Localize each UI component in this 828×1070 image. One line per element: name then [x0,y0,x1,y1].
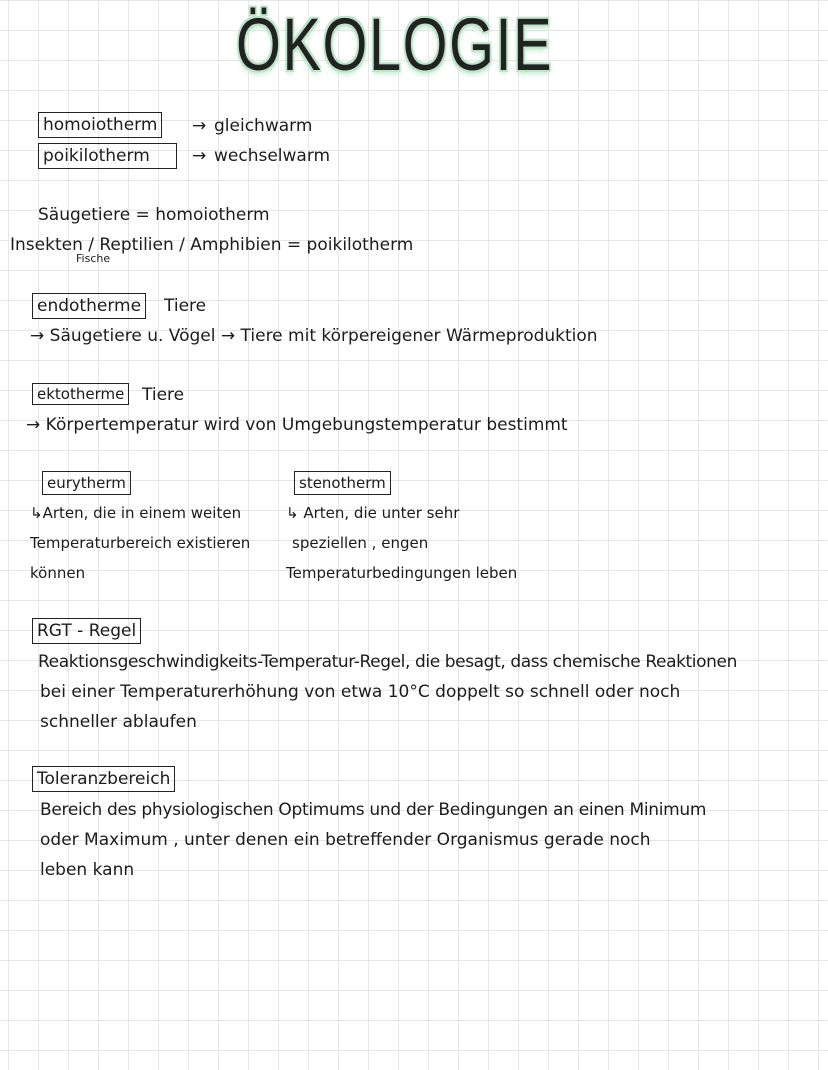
term-eurytherm: eurytherm [42,471,131,495]
ektotherme-description: → Körpertemperatur wird von Umgebungstemperatur bestimmt [26,415,568,435]
example-note: Fische [76,252,111,265]
term-poikilotherm: poikilotherm [38,143,177,169]
rgt-line-3: schneller ablaufen [40,712,197,732]
eurytherm-line-3: können [30,564,86,582]
eurytherm-line-2: Temperaturbereich existieren [30,534,251,552]
stenotherm-line-1: ↳ Arten, die unter sehr [286,504,460,522]
endotherme-suffix: Tiere [164,296,207,316]
page-title: ÖKOLOGIE [236,3,554,86]
meaning-poikilotherm: wechselwarm [214,146,331,166]
term-toleranzbereich: Toleranzbereich [32,766,175,792]
stenotherm-line-3: Temperaturbedingungen leben [286,564,518,582]
rgt-line-1: Reaktionsgeschwindigkeits-Temperatur-Regel, die besagt, dass chemische Reaktionen [38,652,737,672]
toleranz-line-3: leben kann [40,860,135,880]
rgt-line-2: bei einer Temperaturerhöhung von etwa 10°C doppelt so schnell oder noch [40,682,681,702]
toleranz-line-1: Bereich des physiologischen Optimums und der Bedingungen an einen Minimum [40,800,707,820]
term-rgt-regel: RGT - Regel [32,618,141,644]
term-ektotherme: ektotherme [32,383,129,405]
ektotherme-suffix: Tiere [142,385,185,405]
term-endotherme: endotherme [32,293,146,319]
term-homoiotherm: homoiotherm [38,112,162,138]
example-line-2: Insekten / Reptilien / Amphibien = poikilotherm [10,235,414,255]
toleranz-line-2: oder Maximum , unter denen ein betreffender Organismus gerade noch [40,830,651,850]
arrow: → [192,116,207,136]
example-line-1: Säugetiere = homoiotherm [38,205,270,225]
meaning-homoiotherm: gleichwarm [214,116,313,136]
arrow: → [192,146,207,166]
stenotherm-line-2: speziellen , engen [292,534,429,552]
endotherme-description: → Säugetiere u. Vögel → Tiere mit körpereigener Wärmeproduktion [30,326,598,346]
term-stenotherm: stenotherm [294,471,391,495]
eurytherm-line-1: ↳Arten, die in einem weiten [30,504,242,522]
